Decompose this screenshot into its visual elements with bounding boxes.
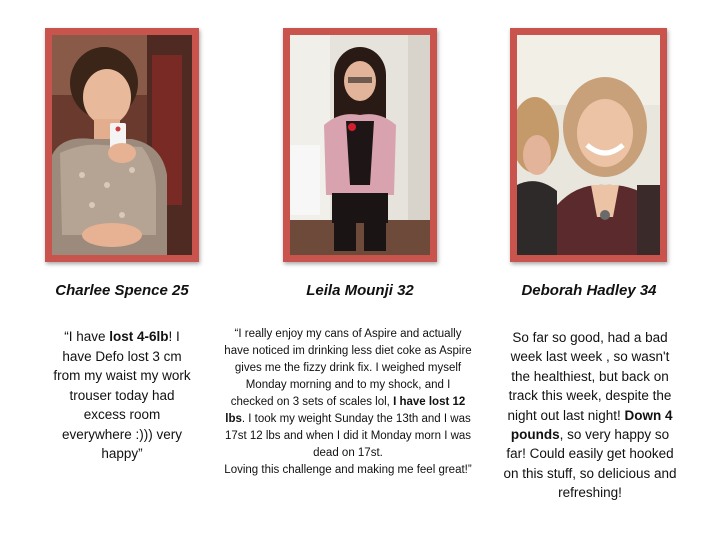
testimonial-quote-leila: [224, 326, 472, 479]
quote-highlight: lost 4-6lb: [109, 329, 169, 344]
quote-text: So far so good, had a bad week last week , so wasn't the healthiest, but back on track this week, despite the night out last night!: [507, 330, 672, 423]
person-name: Charlee Spence 25: [55, 282, 189, 299]
quote-text: , so very happy so far! Could easily get hooked on this stuff, so delicious and refreshing!: [503, 427, 677, 501]
quote-text: “I have: [64, 329, 110, 344]
quote-highlight: Down 4 pounds: [510, 407, 673, 443]
photo-deborah: [517, 35, 660, 255]
testimonial-quote-charlee: [48, 327, 196, 464]
quote-text: Loving this challenge and making me feel great!”: [224, 464, 472, 476]
photo-leila-image: [290, 35, 430, 255]
photo-deborah-image: [517, 35, 660, 255]
quote-text: . I took my weight Sunday the 13th and I was 17st 12 lbs and when I did it Monday morn I was dead on 17st.: [224, 413, 472, 459]
photo-frame-deborah: [510, 28, 667, 262]
quote-text: “I really enjoy my cans of Aspire and actually have noticed im drinking less diet coke as Aspire gives me the fizzy drink fix. I weighed myself Monday morning and to my shock, and I checked on 3 sets of scales lol,: [224, 328, 472, 408]
quote-highlight: I have lost 12 lbs: [225, 396, 466, 425]
person-name: Leila Mounji 32: [306, 282, 414, 299]
photo-leila: [290, 35, 430, 255]
quote-text: ! I have Defo lost 3 cm from my waist my work trouser today had excess room everywhere :))) very happy”: [53, 329, 191, 461]
photo-frame-leila: [283, 28, 437, 262]
testimonial-quote-deborah: [500, 328, 680, 503]
person-name: Deborah Hadley 34: [521, 282, 657, 299]
photo-charlee: [52, 35, 192, 255]
photo-frame-charlee: [45, 28, 199, 262]
photo-charlee-image: [52, 35, 192, 255]
